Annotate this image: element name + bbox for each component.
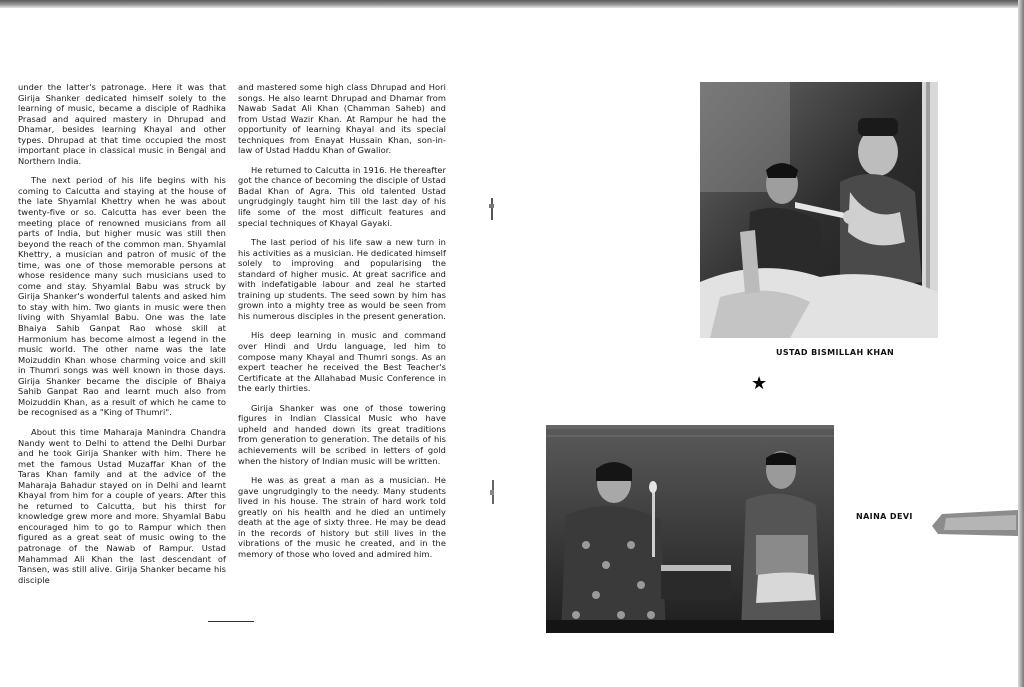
end-rule bbox=[208, 621, 254, 622]
caption-naina-devi: NAINA DEVI bbox=[856, 512, 913, 521]
scan-right-edge bbox=[1018, 0, 1024, 687]
text-column-left bbox=[18, 82, 226, 594]
paragraph: His deep learning in music and command over Hindi and Urdu language, led him to compose many Khayal and Thumri songs. As an expert teacher he received the Best Teacher's Certificate at the Allahabad Music Conference in the early thirties. bbox=[238, 330, 446, 394]
photo-ustad-bismillah-khan bbox=[700, 82, 938, 338]
photo-naina-devi bbox=[546, 425, 834, 633]
paragraph: and mastered some high class Dhrupad and Hori songs. He also learnt Dhrupad and Dhamar from Nawab Sadat Ali Khan (Chamman Saheb) and from Ustad Wazir Khan. At Rampur he had the opportunity of learning Khayal and its special techniques from Enayat Hussain Khan, son-in-law of Ustad Haddu Khan of Gwalior. bbox=[238, 82, 446, 156]
star-ornament: ★ bbox=[751, 373, 768, 394]
paragraph: Girija Shanker was one of those towering figures in Indian Classical Music who have upheld and handed down its great traditions from generation to generation. The details of his achievements will be scribed in letters of gold when the history of Indian music will be written. bbox=[238, 402, 446, 466]
paragraph: The next period of his life begins with his coming to Calcutta and staying at the house of the late Shyamlal Khettry when he was about twenty-five or so. Calcutta has ever been the meeting place of renowned musicians from all parts of India, but higher music was still then beyond the reach of the common man. Shyamlal Khettry, a musician and patron of music of the time, was one of those memorable persons at whose residence many such musicians used to come and stay. Shyamlal Babu was struck by Girija Shanker's wonderful talents and asked him to stay with him. Two giants in music were then living with Shyamlal Babu. One was the late Bhaiya Sahib Ganpat Rao whose skill at Harmonium has become almost a legend in the music world. The other name was the late Moizuddin Khan whose charming voice and skill in Thumri songs was well known in those days. Girija Shanker became the disciple of Bhaiya Sahib Ganpat Rao and learnt much also from Moizuddin Khan, as a result of which he came to be recognised as a "King of Thumri". bbox=[18, 175, 226, 418]
paragraph: He was as great a man as a musician. He gave ungrudgingly to the needy. Many students lived in his house. The strain of hard work told greatly on his health and he died an untimely death at the age of sixty three. He may be dead in the records of history but still lives in the vibrations of the music he created, and in the memory of those who loved and admired him. bbox=[238, 475, 446, 559]
scan-top-edge bbox=[0, 0, 1024, 8]
gutter-marks bbox=[484, 190, 500, 530]
caption-ustad-bismillah-khan: USTAD BISMILLAH KHAN bbox=[776, 348, 895, 357]
paragraph: He returned to Calcutta in 1916. He thereafter got the chance of becoming the disciple of Ustad Badal Khan of Agra. This old talented Ustad ungrudgingly taught him till the last day of his life some of the most difficult features and special techniques of Khayal Gayaki. bbox=[238, 164, 447, 228]
paragraph: The last period of his life saw a new turn in his activities as a musician. He dedicated himself solely to improving and popularising the standard of higher music. At great sacrifice and with indefatigable labour and zeal he started training up students. The seed sown by him has grown into a mighty tree as would be seen from his numerous disciples in the present generation. bbox=[238, 237, 446, 321]
paragraph: About this time Maharaja Manindra Chandra Nandy went to Delhi to attend the Delhi Durbar and he took Girija Shanker with him. There he met the famous Ustad Muzaffar Khan of the Taras Khan family and at the advice of the Maharaja Bahadur stayed on in Delhi and learnt Khayal from him for a couple of years. After this he returned to Calcutta, but his thirst for knowledge grew more and more. Shyamlal Babu encouraged him to go to Rampur which then figured as a great seat of music owing to the patronage of the Nawab of Rampur. Ustad Mahammad Ali Khan the last descendant of Tansen, was still alive. Girija Shanker became his disciple bbox=[18, 426, 226, 585]
paragraph: under the latter's patronage. Here it was that Girija Shanker dedicated himself solely to the learning of music, became a disciple of Radhika Prasad and aquired mastery in Dhrupad and Dhamar, besides learning Khayal and other types. Dhrupad at that time occupied the most important place in classical music in Bengal and Northern India. bbox=[18, 82, 226, 166]
text-column-right bbox=[238, 82, 446, 568]
page-edge-tab bbox=[932, 508, 1018, 538]
